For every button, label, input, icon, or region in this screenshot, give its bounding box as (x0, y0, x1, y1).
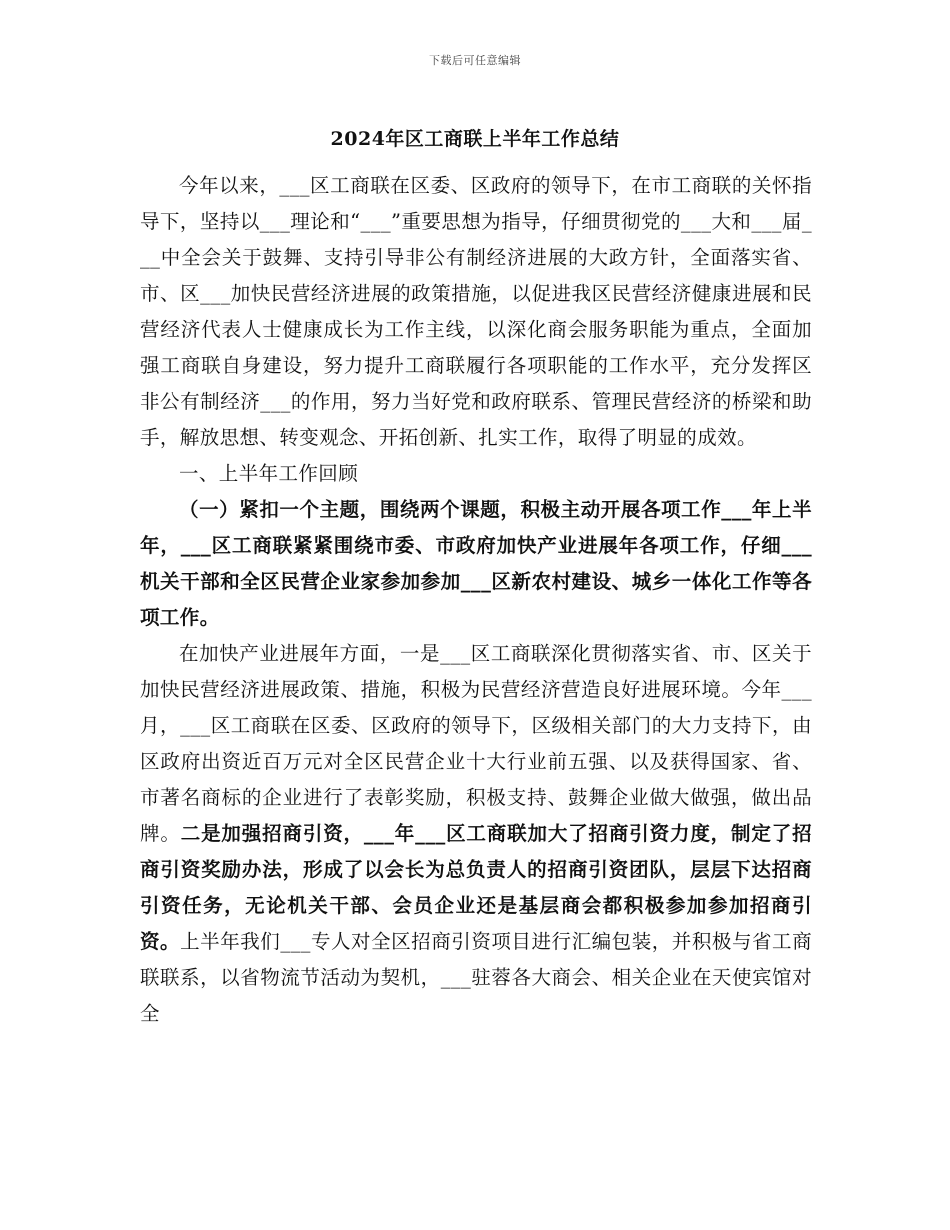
investment-tail-text: 上半年我们___专人对全区招商引资项目进行汇编包装，并积极与省工商联联系，以省物流节活动为契机，___驻蓉各大商会、相关企业在天使宾馆对全 (140, 930, 812, 1025)
document-title: 2024年区工商联上半年工作总结 (330, 128, 620, 150)
page-header: 下载后可任意编辑 (429, 54, 521, 67)
intro-paragraph: 今年以来，___区工商联在区委、区政府的领导下，在市工商联的关怀指导下，坚持以___理论和“___”重要思想为指导，仔细贯彻党的___大和___届___中全会关于鼓舞、支持引导非公有制经济进展的大政方针，全面落实省、市、区___加快民营经济进展的政策措施，以促进我区民营经济健康进展和民营经济代表人士健康成长为工作主线，以深化商会服务职能为重点，全面加强工商联自身建设，努力提升工商联履行各项职能的工作水平，充分发挥区非公有制经济___的作用，努力当好党和政府联系、管理民营经济的桥梁和助手，解放思想、转变观念、开拓创新、扎实工作，取得了明显的成效。 (140, 174, 812, 449)
section-heading: 一、上半年工作回顾 (179, 462, 359, 485)
investment-bold-text: 二是加强招商引资，___年___区工商联加大了招商引资力度，制定了招商引资奖励办法，形成了以会长为总负责人的招商引资团队，层层下达招商引资任务，无论机关干部、会员企业还是基层商会都积极参加参加招商引资。 (140, 822, 812, 953)
subsection-paragraph: （一）紧扣一个主题，围绕两个课题，积极主动开展各项工作___年上半年，___区工商联紧紧围绕市委、市政府加快产业进展年各项工作，仔细___机关干部和全区民营企业家参加参加___区新农村建设、城乡一体化工作等各项工作。 (140, 498, 812, 629)
industry-paragraph-text: 在加快产业进展年方面，一是___区工商联深化贯彻落实省、市、区关于加快民营经济进展政策、措施，积极为民营经济营造良好进展环境。今年___月，___区工商联在区委、区政府的领导下，区级相关部门的大力支持下，由区政府出资近百万元对全区民营企业十大行业前五强、以及获得国家、省、市著名商标的企业进行了表彰奖励，积极支持、鼓舞企业做大做强，做出品牌。 (140, 642, 812, 845)
industry-paragraph (140, 636, 812, 1032)
document-body (140, 168, 812, 1032)
